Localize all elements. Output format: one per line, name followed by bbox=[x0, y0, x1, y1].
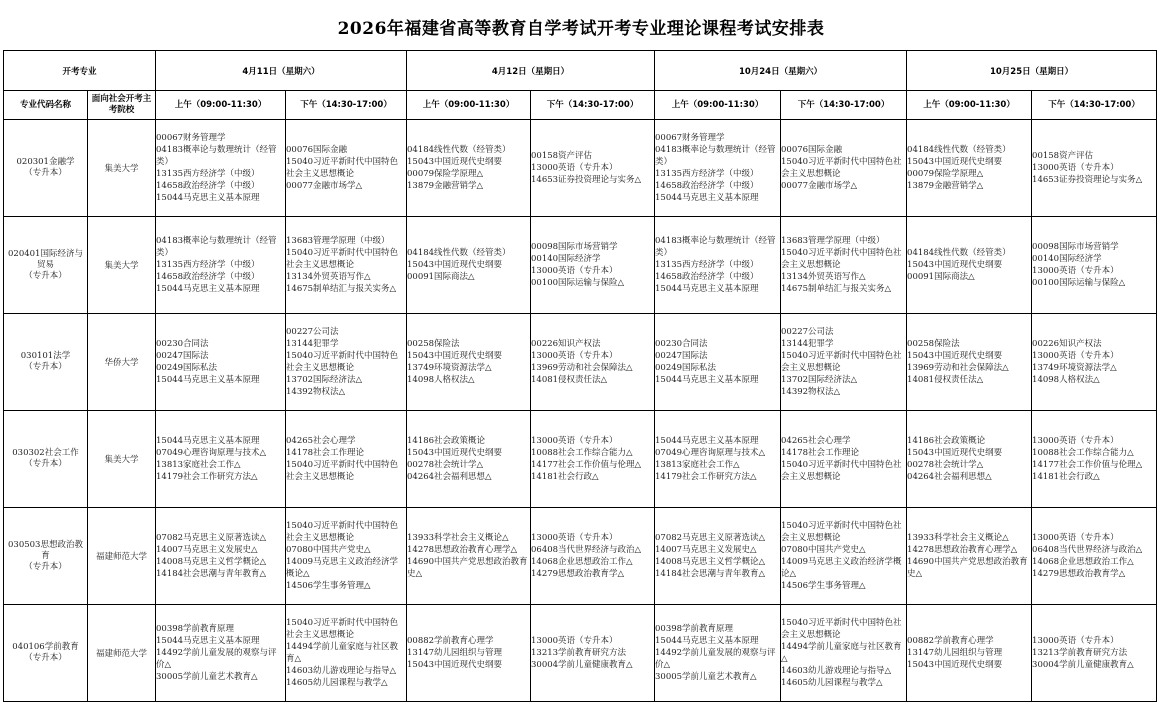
course-entry: 13000英语（专升本） bbox=[1032, 436, 1119, 446]
examining-school: 集美大学 bbox=[88, 120, 156, 217]
major-name-line: 020401国际经济与贸易 bbox=[8, 248, 83, 270]
course-entry: 15044马克思主义基本原理 bbox=[655, 284, 759, 294]
course-entry: 07049心理咨询原理与技术△ bbox=[655, 448, 766, 458]
course-entry: 14492学前儿童发展的观察与评价△ bbox=[655, 648, 776, 670]
course-entry: 15040习近平新时代中国特色社会主义思想概论 bbox=[781, 618, 902, 640]
exam-slot-cell bbox=[655, 605, 781, 702]
course-entry: 13135西方经济学（中级） bbox=[655, 260, 759, 270]
course-entry: 13147幼儿园组织与管理 bbox=[407, 648, 503, 658]
course-entry: 14675制单结汇与报关实务△ bbox=[286, 284, 397, 294]
course-entry: 13683管理学原理（中级） bbox=[286, 236, 390, 246]
pm-header: 下午（14:30-17:00） bbox=[1032, 91, 1157, 120]
schedule-body bbox=[4, 120, 1157, 702]
course-entry: 13000英语（专升本） bbox=[531, 266, 618, 276]
course-entry: 00091国际商法△ bbox=[407, 272, 475, 282]
major-name-line: 030503思想政治教育 bbox=[8, 539, 83, 561]
course-entry: 13213学前教育研究方法 bbox=[1032, 648, 1128, 658]
course-entry: 14179社会工作研究方法△ bbox=[655, 472, 757, 482]
exam-slot-cell bbox=[156, 411, 286, 508]
date-header-2: 4月12日（星期日） bbox=[407, 51, 655, 91]
course-entry: 07049心理咨询原理与技术△ bbox=[156, 448, 267, 458]
course-entry: 15043中国近现代史纲要 bbox=[407, 448, 503, 458]
course-entry: 15040习近平新时代中国特色社会主义思想概论 bbox=[286, 157, 399, 179]
pm-header: 下午（14:30-17:00） bbox=[286, 91, 407, 120]
date-header-3: 10月24日（星期六） bbox=[655, 51, 907, 91]
course-entry: 00247国际法 bbox=[156, 351, 209, 361]
course-entry: 00398学前教育原理 bbox=[655, 624, 734, 634]
exam-slot-cell bbox=[907, 411, 1032, 508]
course-entry: 13000英语（专升本） bbox=[531, 636, 618, 646]
course-entry: 15043中国近现代史纲要 bbox=[407, 351, 503, 361]
course-entry: 13813家庭社会工作△ bbox=[655, 460, 740, 470]
course-entry: 00077金融市场学△ bbox=[286, 181, 363, 191]
course-entry: 00098国际市场营销学 bbox=[1032, 242, 1119, 252]
exam-slot-cell bbox=[1032, 314, 1157, 411]
exam-slot-cell bbox=[1032, 508, 1157, 605]
course-entry: 15040习近平新时代中国特色社会主义思想概论 bbox=[781, 248, 902, 270]
course-entry: 00227公司法 bbox=[286, 327, 339, 337]
course-entry: 14603幼儿游戏理论与指导△ bbox=[781, 666, 892, 676]
course-entry: 14008马克思主义哲学概论△ bbox=[655, 557, 766, 567]
course-entry: 00079保险学原理△ bbox=[407, 169, 484, 179]
course-entry: 14181社会行政△ bbox=[1032, 472, 1100, 482]
exam-slot-cell bbox=[907, 605, 1032, 702]
exam-slot-cell bbox=[531, 605, 655, 702]
exam-slot-cell bbox=[156, 217, 286, 314]
course-entry: 14184社会思潮与青年教育△ bbox=[655, 569, 766, 579]
course-entry: 13933科学社会主义概论△ bbox=[907, 533, 1009, 543]
course-entry: 00158资产评估 bbox=[1032, 151, 1094, 161]
course-entry: 14179社会工作研究方法△ bbox=[156, 472, 258, 482]
course-entry: 15040习近平新时代中国特色社会主义思想概论 bbox=[286, 521, 399, 543]
course-entry: 00278社会统计学△ bbox=[907, 460, 984, 470]
course-entry: 14690中国共产党思想政治教育史△ bbox=[407, 557, 528, 579]
exam-slot-cell bbox=[655, 314, 781, 411]
course-entry: 13749环境资源法学△ bbox=[1032, 363, 1117, 373]
course-entry: 15044马克思主义基本原理 bbox=[655, 375, 759, 385]
course-entry: 14605幼儿园课程与教学△ bbox=[781, 678, 883, 688]
code-name-header: 专业代码名称 bbox=[4, 91, 88, 120]
course-entry: 14178社会工作理论 bbox=[286, 448, 365, 458]
course-entry: 13683管理学原理（中级） bbox=[781, 236, 885, 246]
course-entry: 14177社会工作价值与伦理△ bbox=[1032, 460, 1143, 470]
course-entry: 00278社会统计学△ bbox=[407, 460, 484, 470]
course-entry: 15044马克思主义基本原理 bbox=[655, 636, 759, 646]
am-header: 上午（09:00-11:30） bbox=[407, 91, 531, 120]
pm-header: 下午（14:30-17:00） bbox=[531, 91, 655, 120]
course-entry: 04183概率论与数理统计（经管类） bbox=[156, 236, 277, 258]
am-header: 上午（09:00-11:30） bbox=[156, 91, 286, 120]
course-entry: 14494学前儿童家庭与社区教育△ bbox=[286, 642, 399, 664]
course-entry: 14177社会工作价值与伦理△ bbox=[531, 460, 642, 470]
exam-slot-cell bbox=[286, 508, 407, 605]
pm-header: 下午（14:30-17:00） bbox=[781, 91, 907, 120]
major-code-name bbox=[4, 217, 88, 314]
course-entry: 00398学前教育原理 bbox=[156, 624, 235, 634]
course-entry: 04265社会心理学 bbox=[286, 436, 356, 446]
course-entry: 07080中国共产党史△ bbox=[781, 545, 866, 555]
course-entry: 07082马克思主义原著选读△ bbox=[156, 533, 267, 543]
exam-slot-cell bbox=[286, 314, 407, 411]
table-row bbox=[4, 120, 1157, 217]
exam-slot-cell bbox=[156, 314, 286, 411]
exam-slot-cell bbox=[907, 314, 1032, 411]
course-entry: 14392物权法△ bbox=[781, 387, 841, 397]
table-row bbox=[4, 508, 1157, 605]
course-entry: 00067财务管理学 bbox=[655, 133, 725, 143]
course-entry: 15044马克思主义基本原理 bbox=[156, 636, 260, 646]
course-entry: 30004学前儿童健康教育△ bbox=[531, 660, 633, 670]
examining-school: 福建师范大学 bbox=[88, 605, 156, 702]
exam-slot-cell bbox=[781, 120, 907, 217]
course-entry: 13000英语（专升本） bbox=[1032, 533, 1119, 543]
course-entry: 13000英语（专升本） bbox=[1032, 163, 1119, 173]
course-entry: 04184线性代数（经管类） bbox=[907, 248, 1011, 258]
course-entry: 15040习近平新时代中国特色社会主义思想概论 bbox=[781, 460, 902, 482]
course-entry: 15040习近平新时代中国特色社会主义思想概论 bbox=[781, 157, 902, 179]
major-name-line: （专升本） bbox=[24, 459, 67, 469]
course-entry: 14186社会政策概论 bbox=[907, 436, 986, 446]
course-entry: 04183概率论与数理统计（经管类） bbox=[156, 145, 277, 167]
exam-slot-cell bbox=[907, 120, 1032, 217]
course-entry: 15044马克思主义基本原理 bbox=[156, 375, 260, 385]
course-entry: 04264社会福利思想△ bbox=[907, 472, 992, 482]
course-entry: 13702国际经济法△ bbox=[781, 375, 858, 385]
table-row bbox=[4, 411, 1157, 508]
course-entry: 15043中国近现代史纲要 bbox=[907, 448, 1003, 458]
exam-slot-cell bbox=[407, 217, 531, 314]
course-entry: 14506学生事务管理△ bbox=[286, 581, 371, 591]
course-entry: 14279思想政治教育学△ bbox=[1032, 569, 1126, 579]
course-entry: 13000英语（专升本） bbox=[531, 436, 618, 446]
course-entry: 14605幼儿园课程与教学△ bbox=[286, 678, 388, 688]
course-entry: 10088社会工作综合能力△ bbox=[531, 448, 633, 458]
course-entry: 15044马克思主义基本原理 bbox=[156, 193, 260, 203]
am-header: 上午（09:00-11:30） bbox=[907, 91, 1032, 120]
course-entry: 13144犯罪学 bbox=[286, 339, 339, 349]
course-entry: 30005学前儿童艺术教育△ bbox=[156, 672, 258, 682]
course-entry: 04184线性代数（经管类） bbox=[907, 145, 1011, 155]
major-code-name bbox=[4, 605, 88, 702]
course-entry: 14007马克思主义发展史△ bbox=[655, 545, 757, 555]
course-entry: 14068企业思想政治工作△ bbox=[531, 557, 633, 567]
course-entry: 15043中国近现代史纲要 bbox=[907, 260, 1003, 270]
course-entry: 14081侵权责任法△ bbox=[907, 375, 984, 385]
course-entry: 14278思想政治教育心理学△ bbox=[907, 545, 1018, 555]
course-entry: 13813家庭社会工作△ bbox=[156, 460, 241, 470]
course-entry: 13135西方经济学（中级） bbox=[156, 260, 260, 270]
course-entry: 00258保险法 bbox=[407, 339, 460, 349]
table-row bbox=[4, 605, 1157, 702]
course-entry: 14181社会行政△ bbox=[531, 472, 599, 482]
course-entry: 00067财务管理学 bbox=[156, 133, 226, 143]
major-code-name bbox=[4, 411, 88, 508]
course-entry: 14690中国共产党思想政治教育史△ bbox=[907, 557, 1028, 579]
course-entry: 15044马克思主义基本原理 bbox=[655, 436, 759, 446]
course-entry: 00158资产评估 bbox=[531, 151, 593, 161]
exam-slot-cell bbox=[781, 314, 907, 411]
course-entry: 14392物权法△ bbox=[286, 387, 346, 397]
course-entry: 00249国际私法 bbox=[156, 363, 218, 373]
course-entry: 15040习近平新时代中国特色社会主义思想概论 bbox=[781, 521, 902, 543]
course-entry: 15040习近平新时代中国特色社会主义思想概论 bbox=[286, 618, 399, 640]
exam-slot-cell bbox=[156, 120, 286, 217]
course-entry: 14653证券投资理论与实务△ bbox=[531, 175, 642, 185]
exam-slot-cell bbox=[655, 411, 781, 508]
course-entry: 15044马克思主义基本原理 bbox=[156, 284, 260, 294]
course-entry: 14494学前儿童家庭与社区教育△ bbox=[781, 642, 902, 664]
course-entry: 04265社会心理学 bbox=[781, 436, 851, 446]
examining-school: 集美大学 bbox=[88, 411, 156, 508]
course-entry: 15040习近平新时代中国特色社会主义思想概论 bbox=[286, 351, 399, 373]
course-entry: 00140国际经济学 bbox=[531, 254, 601, 264]
course-entry: 13749环境资源法学△ bbox=[407, 363, 492, 373]
course-entry: 00249国际私法 bbox=[655, 363, 717, 373]
course-entry: 13000英语（专升本） bbox=[1032, 351, 1119, 361]
course-entry: 14068企业思想政治工作△ bbox=[1032, 557, 1134, 567]
exam-slot-cell bbox=[407, 605, 531, 702]
table-row bbox=[4, 217, 1157, 314]
exam-slot-cell bbox=[1032, 411, 1157, 508]
course-entry: 13147幼儿园组织与管理 bbox=[907, 648, 1003, 658]
course-entry: 04183概率论与数理统计（经管类） bbox=[655, 145, 776, 167]
course-entry: 13134外贸英语写作△ bbox=[781, 272, 866, 282]
course-entry: 14184社会思潮与青年教育△ bbox=[156, 569, 267, 579]
examining-school: 福建师范大学 bbox=[88, 508, 156, 605]
course-entry: 30004学前儿童健康教育△ bbox=[1032, 660, 1134, 670]
major-name-line: 020301金融学 bbox=[16, 157, 75, 167]
exam-slot-cell bbox=[156, 508, 286, 605]
course-entry: 14178社会工作理论 bbox=[781, 448, 860, 458]
course-entry: 14658政治经济学（中级） bbox=[655, 181, 759, 191]
exam-slot-cell bbox=[531, 217, 655, 314]
course-entry: 14008马克思主义哲学概论△ bbox=[156, 557, 267, 567]
course-entry: 13213学前教育研究方法 bbox=[531, 648, 627, 658]
course-entry: 14658政治经济学（中级） bbox=[156, 272, 260, 282]
exam-slot-cell bbox=[655, 508, 781, 605]
course-entry: 13933科学社会主义概论△ bbox=[407, 533, 509, 543]
course-entry: 15044马克思主义基本原理 bbox=[655, 193, 759, 203]
exam-slot-cell bbox=[407, 314, 531, 411]
course-entry: 00226知识产权法 bbox=[531, 339, 601, 349]
course-entry: 13134外贸英语写作△ bbox=[286, 272, 371, 282]
course-entry: 14009马克思主义政治经济学概论△ bbox=[286, 557, 399, 579]
exam-slot-cell bbox=[907, 508, 1032, 605]
course-entry: 00077金融市场学△ bbox=[781, 181, 858, 191]
course-entry: 14658政治经济学（中级） bbox=[655, 272, 759, 282]
exam-slot-cell bbox=[781, 411, 907, 508]
course-entry: 13144犯罪学 bbox=[781, 339, 834, 349]
course-entry: 00100国际运输与保险△ bbox=[531, 278, 625, 288]
am-header: 上午（09:00-11:30） bbox=[655, 91, 781, 120]
exam-slot-cell bbox=[407, 120, 531, 217]
course-entry: 13135西方经济学（中级） bbox=[655, 169, 759, 179]
course-entry: 04183概率论与数理统计（经管类） bbox=[655, 236, 776, 258]
table-row bbox=[4, 314, 1157, 411]
exam-slot-cell bbox=[531, 120, 655, 217]
major-name-line: 030101法学 bbox=[20, 351, 71, 361]
course-entry: 00079保险学原理△ bbox=[907, 169, 984, 179]
course-entry: 00076国际金融 bbox=[286, 145, 348, 155]
course-entry: 14658政治经济学（中级） bbox=[156, 181, 260, 191]
exam-slot-cell bbox=[655, 217, 781, 314]
course-entry: 15043中国近现代史纲要 bbox=[407, 157, 503, 167]
exam-slot-cell bbox=[286, 217, 407, 314]
course-entry: 13135西方经济学（中级） bbox=[156, 169, 260, 179]
exam-slot-cell bbox=[781, 508, 907, 605]
exam-slot-cell bbox=[907, 217, 1032, 314]
course-entry: 14653证券投资理论与实务△ bbox=[1032, 175, 1143, 185]
course-entry: 00091国际商法△ bbox=[907, 272, 975, 282]
course-entry: 13000英语（专升本） bbox=[531, 163, 618, 173]
major-name-line: （专升本） bbox=[24, 168, 67, 178]
exam-slot-cell bbox=[531, 508, 655, 605]
course-entry: 15040习近平新时代中国特色社会主义思想概论 bbox=[286, 248, 399, 270]
examining-school: 华侨大学 bbox=[88, 314, 156, 411]
exam-slot-cell bbox=[531, 411, 655, 508]
course-entry: 13879金融营销学△ bbox=[907, 181, 984, 191]
course-entry: 14009马克思主义政治经济学概论△ bbox=[781, 557, 902, 579]
course-entry: 15040习近平新时代中国特色社会主义思想概论 bbox=[781, 351, 902, 373]
course-entry: 14098人格权法△ bbox=[407, 375, 475, 385]
school-header: 面向社会开考主考院校 bbox=[88, 91, 156, 120]
date-header-4: 10月25日（星期日） bbox=[907, 51, 1157, 91]
course-entry: 04264社会福利思想△ bbox=[407, 472, 492, 482]
course-entry: 14506学生事务管理△ bbox=[781, 581, 866, 591]
course-entry: 00226知识产权法 bbox=[1032, 339, 1102, 349]
major-name-line: 030302社会工作 bbox=[12, 448, 79, 458]
page-title: 2026年福建省高等教育自学考试开考专业理论课程考试安排表 bbox=[337, 19, 825, 39]
exam-slot-cell bbox=[156, 605, 286, 702]
course-entry: 04184线性代数（经管类） bbox=[407, 145, 511, 155]
exam-slot-cell bbox=[407, 508, 531, 605]
course-entry: 07080中国共产党史△ bbox=[286, 545, 371, 555]
course-entry: 14492学前儿童发展的观察与评价△ bbox=[156, 648, 277, 670]
date-header-1: 4月11日（星期六） bbox=[156, 51, 407, 91]
major-name-line: （专升本） bbox=[24, 270, 67, 281]
course-entry: 07082马克思主义原著选读△ bbox=[655, 533, 766, 543]
course-entry: 13000英语（专升本） bbox=[531, 533, 618, 543]
course-entry: 00076国际金融 bbox=[781, 145, 843, 155]
exam-slot-cell bbox=[1032, 120, 1157, 217]
course-entry: 13702国际经济法△ bbox=[286, 375, 363, 385]
course-entry: 00098国际市场营销学 bbox=[531, 242, 618, 252]
major-name-line: （专升本） bbox=[24, 362, 67, 372]
major-name-line: 040106学前教育 bbox=[12, 642, 79, 652]
exam-slot-cell bbox=[1032, 217, 1157, 314]
course-entry: 00100国际运输与保险△ bbox=[1032, 278, 1126, 288]
course-entry: 13000英语（专升本） bbox=[531, 351, 618, 361]
course-entry: 15043中国近现代史纲要 bbox=[907, 660, 1003, 670]
course-entry: 15040习近平新时代中国特色社会主义思想概论 bbox=[286, 460, 399, 482]
course-entry: 13969劳动和社会保障法△ bbox=[531, 363, 633, 373]
course-entry: 13000英语（专升本） bbox=[1032, 266, 1119, 276]
course-entry: 13969劳动和社会保障法△ bbox=[907, 363, 1009, 373]
course-entry: 13879金融营销学△ bbox=[407, 181, 484, 191]
exam-slot-cell bbox=[407, 411, 531, 508]
course-entry: 14278思想政治教育心理学△ bbox=[407, 545, 518, 555]
course-entry: 14603幼儿游戏理论与指导△ bbox=[286, 666, 397, 676]
course-entry: 15043中国近现代史纲要 bbox=[907, 351, 1003, 361]
course-entry: 15043中国近现代史纲要 bbox=[407, 660, 503, 670]
course-entry: 14279思想政治教育学△ bbox=[531, 569, 625, 579]
exam-slot-cell bbox=[286, 605, 407, 702]
course-entry: 14081侵权责任法△ bbox=[531, 375, 608, 385]
course-entry: 15043中国近现代史纲要 bbox=[407, 260, 503, 270]
exam-slot-cell bbox=[1032, 605, 1157, 702]
course-entry: 00882学前教育心理学 bbox=[407, 636, 494, 646]
major-code-name bbox=[4, 120, 88, 217]
course-entry: 06408当代世界经济与政治△ bbox=[531, 545, 642, 555]
course-entry: 00140国际经济学 bbox=[1032, 254, 1102, 264]
exam-slot-cell bbox=[781, 217, 907, 314]
course-entry: 00882学前教育心理学 bbox=[907, 636, 994, 646]
course-entry: 30005学前儿童艺术教育△ bbox=[655, 672, 757, 682]
course-entry: 00227公司法 bbox=[781, 327, 834, 337]
course-entry: 00230合同法 bbox=[655, 339, 708, 349]
exam-slot-cell bbox=[655, 120, 781, 217]
major-group-header: 开考专业 bbox=[4, 51, 156, 91]
major-code-name bbox=[4, 508, 88, 605]
course-entry: 13000英语（专升本） bbox=[1032, 636, 1119, 646]
course-entry: 04184线性代数（经管类） bbox=[407, 248, 511, 258]
exam-slot-cell bbox=[286, 120, 407, 217]
course-entry: 10088社会工作综合能力△ bbox=[1032, 448, 1134, 458]
course-entry: 00258保险法 bbox=[907, 339, 960, 349]
examining-school: 集美大学 bbox=[88, 217, 156, 314]
course-entry: 14098人格权法△ bbox=[1032, 375, 1100, 385]
exam-slot-cell bbox=[286, 411, 407, 508]
exam-slot-cell bbox=[531, 314, 655, 411]
exam-slot-cell bbox=[781, 605, 907, 702]
exam-schedule-table bbox=[3, 50, 1157, 702]
major-name-line: （专升本） bbox=[24, 653, 67, 663]
course-entry: 14675制单结汇与报关实务△ bbox=[781, 284, 892, 294]
major-name-line: （专升本） bbox=[24, 561, 67, 572]
course-entry: 00230合同法 bbox=[156, 339, 209, 349]
course-entry: 15043中国近现代史纲要 bbox=[907, 157, 1003, 167]
course-entry: 14186社会政策概论 bbox=[407, 436, 486, 446]
course-entry: 15044马克思主义基本原理 bbox=[156, 436, 260, 446]
course-entry: 00247国际法 bbox=[655, 351, 708, 361]
course-entry: 06408当代世界经济与政治△ bbox=[1032, 545, 1143, 555]
major-code-name bbox=[4, 314, 88, 411]
course-entry: 14007马克思主义发展史△ bbox=[156, 545, 258, 555]
